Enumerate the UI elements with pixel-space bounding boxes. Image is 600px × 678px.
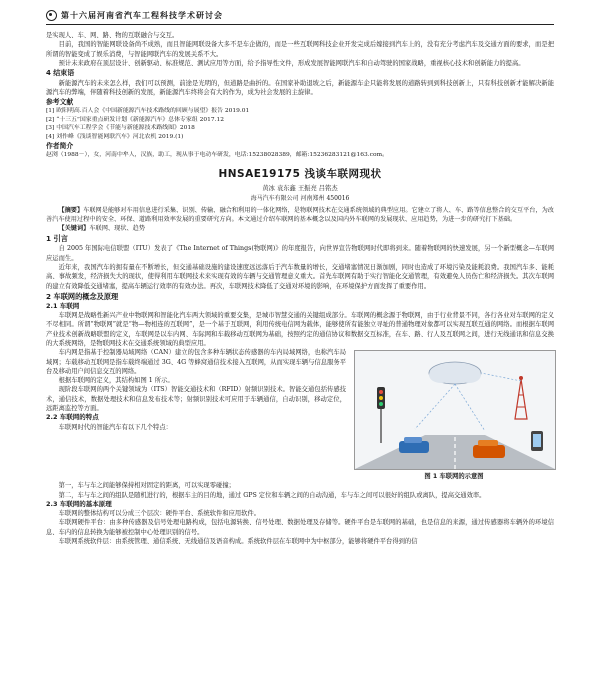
section-1-paragraph: 近年来，我国汽车的拥有量在不断增长，但交通基础设施的建设速度远远落后于汽车数量的增长，交通堵塞情况日渐加剧，同时也造成了环境污染及能耗浪费。我国汽车多、能耗高、事故频发，经济损失大的现状，使得利用车联网技术来实现有效的车辆与交通管理意义重大。首先车联网有助于实行智能化交通管理，有效避免人员伤亡和经济损失。其次车联网的建立有效降低交通堵塞，提高车辆运行效率的有效办法。再次，车联网技术降低了交通对环境的影响，在环境保护方面发挥了重要作用。	[46, 263, 554, 290]
abstract-label: 【摘要】	[58, 207, 84, 215]
prev-article-intro-tail: 是实现人、车、网、路、物的互联融合与交互。	[46, 32, 179, 39]
conclusion-heading: 4 结束语	[46, 69, 75, 78]
section-2-1-heading: 2.1 车联网	[46, 301, 80, 310]
article-title: HNSAE19175 浅谈车联网现状	[218, 168, 382, 181]
network-diagram-svg	[355, 351, 555, 469]
section-2-3-paragraph: 车联网硬件平台：由多种传感器及信号处理电路构成，包括电源转换、信号处理、数据处理及存储等。硬件平台是车联网的基础，也是信息的来源，通过传感器将车辆外的环境信息、车内的信息转换为能够被控制中心处理识别的信号。	[46, 519, 554, 536]
section-2-3-paragraph: 车联网系统软件层：由系统管理、通信系统、无线通信及语音构成。系统软件层在车联网中为中枢部分，能够将硬件平台得到的信	[58, 538, 418, 546]
keywords-label: 【关键词】	[58, 225, 90, 233]
figure-side-text	[46, 348, 346, 481]
figure-wrap	[46, 348, 554, 481]
figure-1	[354, 350, 554, 481]
article-affiliation: 海马汽车有限公司 河南郑州 450016	[250, 194, 350, 202]
section-2-2-item: 第一，车与车之间能够保持相对固定的距离，可以实现零碰撞；	[58, 482, 235, 490]
author-intro-heading: 作者简介	[46, 141, 74, 150]
section-1-heading: 1 引言	[46, 234, 68, 244]
keywords-text: 车联网、现状、趋势	[89, 225, 146, 233]
section-2-1-paragraph: 车联网是战略性新兴产业中物联网和智能化汽车两大领域的重要交集，是城市智慧交通的关键组成部分。车联网的概念源于物联网，由于行业背景不同，各行各业对车联网的定义不尽相同。所谓“物联网”就是“物—物相连的互联网”，是一个基于互联网，利用传统电信网为载体，能够使所有能独立寻址的普通物理对象都可以实现互联互通的网络。而根据车联网产业技术创新战略联盟的定义，车联网是以车内网、车际网和车载移动互联网为基础，按照约定的通信协议和数据交互标准，在车、路、行人及互联网之间，进行无线通讯和信息交换的大系统网络，是物联网技术在交通系统领域的典型应用。	[46, 312, 554, 347]
abstract-text: 车联网是能够对车用信息进行采集、识别、传输、融合和利用的一体化网络，是物联网技术在交通系统领域的典型应用。它建立了将人、车、路等信息整合的交互平台，为改善汽车使用过程中的安全、环保、道路利用效率发展的重要研究方向。本文通过介绍车联网的基本概念以及国内外车联网的发展现状、应用趋势，为进一步的研究打下基础。	[46, 207, 554, 224]
section-2-3-heading: 2.3 车联网的基本原理	[46, 499, 112, 508]
section-2-3-paragraph: 车联网的整体结构可以分成三个层次：硬件平台、系统软件和应用软件。	[58, 510, 261, 518]
author-intro: 赵浏（1988－），女，河南中牟人，汉族，助工，现从事于电动车研发，电话:15238028389，邮箱:15236283121@163.com。	[46, 151, 388, 158]
section-2-1-paragraph: 根据车联网的定义，其结构如图 1 所示。	[58, 377, 174, 385]
reference-item: [2] “十三五”国家重点研发计划《新能源汽车》总体专家组 2017.12	[46, 116, 224, 123]
running-header-text: 第十六届河南省汽车工程科技学术研讨会	[61, 11, 223, 20]
prev-article-paragraph: 目前，我国的智能网联设备尚不成熟，而且智能网联设备大多不是车企做的，而是一些互联网科技企业开发完成后嫁接到汽车上的，没有充分考虑汽车及交通方面的要求，而是把所谓的智能变成了娱乐消费，与智能网联汽车的发展关系不大。	[46, 41, 554, 58]
references-heading: 参考文献	[46, 98, 74, 107]
article-authors: 黄冰 袁东鑫 王振亮 吕铭杰	[262, 185, 338, 193]
section-2-heading: 2 车联网的概念及原理	[46, 291, 119, 301]
reference-item: [4] 刘作峰《浅谈智能网联汽车》河北农机 2019.(1)	[46, 133, 184, 140]
section-2-2-intro: 车联网时代的智能汽车有以下几个特点：	[58, 423, 172, 431]
section-2-2-heading: 2.2 车联网的特点	[46, 413, 99, 422]
keywords	[46, 224, 554, 233]
abstract	[46, 206, 554, 224]
figure-1-caption: 图 1 车联网的示意图	[424, 473, 484, 481]
reference-item: [3] 中国汽车工程学会《节能与新能源技术路线图》2018	[46, 125, 195, 132]
running-header	[46, 10, 554, 25]
prev-article-paragraph: 预计未来政府在顶层设计、创新驱动、标准规范、测试应用等方面，给予指导性文件，形成发展智能网联汽车和自动驾驶的国家战略，重视核心技术和创新能力的提高。	[58, 59, 525, 67]
conference-logo-icon	[46, 10, 57, 21]
section-2-1-paragraph: 现阶段车联网的两个关键领域为（ITS）智能交通技术和（RFID）射频识别技术。智能交通包括传感技术，通信技术，数据处理技术和信息发布技术等；射频识别技术可应用于车辆通信，自动识别，移动定位，远距离监控等方面。	[46, 386, 346, 413]
iot-network-diagram-icon	[354, 350, 556, 470]
reference-item: [1] 欧阳明高.百人会《中国新能源汽车技术路线的回顾与展望》报告 2019.01	[46, 108, 250, 115]
section-2-2-item: 第二，车与车之间的组队是随机进行的，根据车主的目的地，通过 GPS 定位和车辆之间的自动沟通，车与车之间可以很好的组队或离队，提高交通效率。	[58, 491, 486, 499]
section-2-1-paragraph: 车内网是指基于控制器局域网络（CAN）建立的包含多种车辆状态传感器的车内局域网络，也称汽车局域网；车载移动互联网是指车载终端通过 3G、4G 等蜂窝通信技术接入互联网，从而实现车辆与信息服务平台及移动用户间信息交互的网络。	[46, 349, 346, 375]
section-1-paragraph: 自 2005 年国际电信联盟（ITU）发表了《The Internet of Things(物联网)》的年度报告，向世界宣告物联网时代即将到来。随着物联网的快速发展，另一个新型概念—车联网应运而生。	[46, 245, 554, 262]
conclusion-paragraph: 新能源汽车的未来怎么样，我们可以预测，前途是光明的，但道路是曲折的。在国家补助退坡之后，新能源车企只能将发展的道路转到到科技创新上，只有科技创新才能解决新能源汽车的弊端，伴随着科技创新的发展，新能源汽车终将会有大的作为，成为社会发展的主旋律。	[46, 79, 554, 96]
